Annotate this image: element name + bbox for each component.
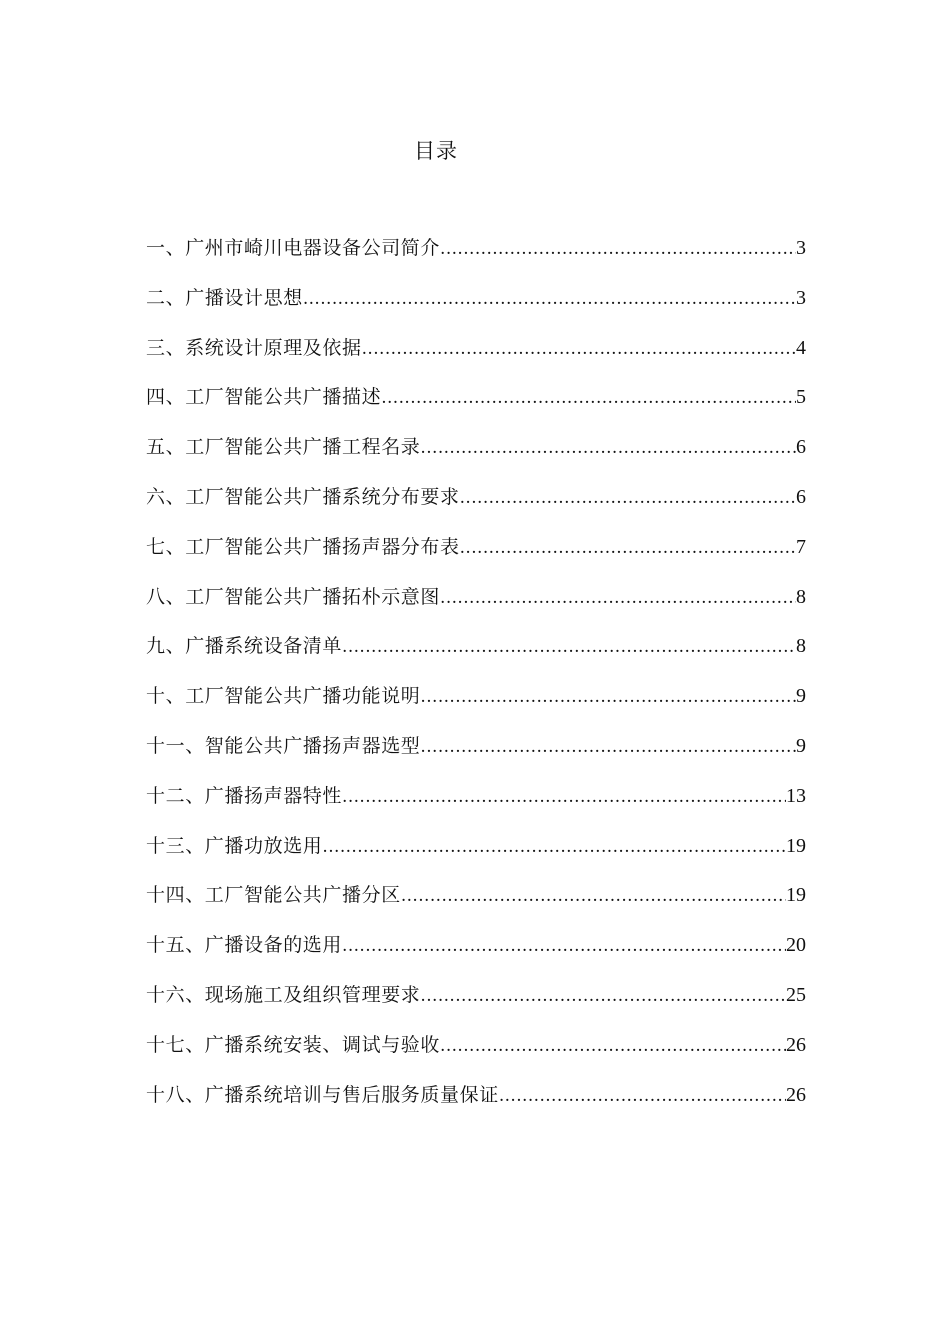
toc-list [146, 233, 806, 1129]
toc-entry-label: 九、广播系统设备清单 [146, 635, 343, 658]
toc-page-number: 25 [786, 983, 806, 1006]
toc-dot-leader [401, 881, 786, 911]
toc-entry-label: 十七、广播系统安装、调试与验收 [146, 1033, 441, 1056]
toc-page-number: 7 [796, 535, 806, 558]
toc-page-number: 4 [796, 336, 806, 359]
toc-entry[interactable] [146, 532, 806, 582]
toc-entry[interactable] [146, 233, 806, 283]
toc-dot-leader [303, 284, 796, 314]
toc-entry[interactable] [146, 631, 806, 681]
toc-page-number: 9 [796, 685, 806, 708]
toc-page-number: 6 [796, 485, 806, 508]
toc-entry-label: 十二、广播扬声器特性 [146, 784, 343, 807]
toc-page-number: 8 [796, 635, 806, 658]
toc-page-number: 26 [786, 1033, 806, 1056]
toc-dot-leader [420, 682, 796, 712]
toc-title: 目录 [414, 139, 458, 163]
toc-entry-label: 十六、现场施工及组织管理要求 [146, 983, 421, 1006]
toc-dot-leader [440, 1031, 786, 1061]
toc-dot-leader [420, 433, 796, 463]
toc-entry-label: 八、工厂智能公共广播拓朴示意图 [146, 585, 441, 608]
toc-entry-label: 六、工厂智能公共广播系统分布要求 [146, 485, 460, 508]
toc-entry-label: 五、工厂智能公共广播工程名录 [146, 436, 421, 459]
toc-page-number: 13 [786, 784, 806, 807]
toc-dot-leader [460, 533, 796, 563]
toc-entry[interactable] [146, 681, 806, 731]
toc-dot-leader [420, 732, 796, 762]
toc-entry[interactable] [146, 283, 806, 333]
toc-dot-leader [322, 832, 786, 862]
toc-dot-leader [362, 334, 796, 364]
toc-entry[interactable] [146, 980, 806, 1030]
toc-page-number: 19 [786, 834, 806, 857]
toc-entry-label: 十三、广播功放选用 [146, 834, 323, 857]
toc-entry[interactable] [146, 382, 806, 432]
toc-entry[interactable] [146, 482, 806, 532]
toc-entry-label: 十、工厂智能公共广播功能说明 [146, 685, 421, 708]
toc-entry-label: 三、系统设计原理及依据 [146, 336, 362, 359]
toc-entry[interactable] [146, 731, 806, 781]
toc-dot-leader [342, 782, 786, 812]
toc-entry-label: 十四、工厂智能公共广播分区 [146, 884, 401, 907]
toc-entry-label: 一、广州市崎川电器设备公司简介 [146, 237, 441, 259]
toc-page-number: 9 [796, 734, 806, 757]
toc-dot-leader [440, 583, 796, 613]
toc-page-number: 6 [796, 436, 806, 459]
toc-entry[interactable] [146, 930, 806, 980]
toc-entry[interactable] [146, 831, 806, 881]
toc-entry-label: 十八、广播系统培训与售后服务质量保证 [146, 1083, 499, 1106]
toc-entry[interactable] [146, 1080, 806, 1130]
toc-dot-leader [440, 234, 796, 264]
toc-entry-label: 二、广播设计思想 [146, 286, 303, 309]
toc-dot-leader [460, 483, 796, 513]
toc-entry[interactable] [146, 781, 806, 831]
toc-entry-label: 十五、广播设备的选用 [146, 934, 343, 957]
toc-page-number: 8 [796, 585, 806, 608]
toc-page-number: 26 [786, 1083, 806, 1106]
toc-dot-leader [420, 981, 786, 1011]
toc-page-number: 19 [786, 884, 806, 907]
toc-entry[interactable] [146, 880, 806, 930]
toc-dot-leader [499, 1081, 786, 1111]
toc-dot-leader [381, 383, 796, 413]
toc-entry-label: 四、工厂智能公共广播描述 [146, 386, 382, 409]
toc-entry[interactable] [146, 582, 806, 632]
toc-page-number: 3 [796, 237, 806, 259]
toc-entry[interactable] [146, 432, 806, 482]
toc-page-number: 3 [796, 286, 806, 309]
toc-entry-label: 七、工厂智能公共广播扬声器分布表 [146, 535, 460, 558]
toc-page-number: 5 [796, 386, 806, 409]
toc-entry[interactable] [146, 333, 806, 383]
toc-entry[interactable] [146, 1030, 806, 1080]
toc-page-number: 20 [786, 934, 806, 957]
toc-entry-label: 十一、智能公共广播扬声器选型 [146, 734, 421, 757]
toc-dot-leader [342, 931, 786, 961]
toc-dot-leader [342, 632, 796, 662]
